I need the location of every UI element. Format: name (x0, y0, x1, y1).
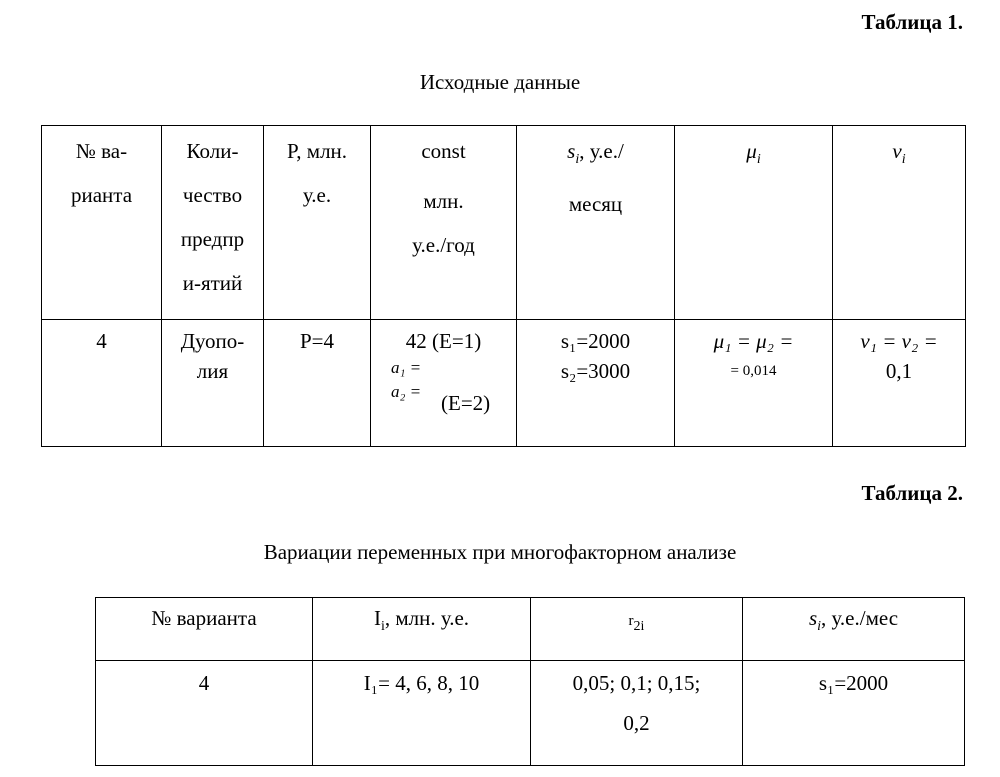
cell2-r: 0,05; 0,1; 0,15; 0,2 (531, 661, 743, 766)
cell2-I: I₁= 4, 6, 8, 10 (313, 661, 531, 766)
header2-variant: № варианта (96, 598, 313, 661)
header-s: $s_i$, у.е./ месяц (517, 126, 675, 320)
table1-caption: Исходные данные (419, 70, 581, 94)
table2-data-row (96, 661, 965, 766)
header-nu: $\nu_i$ (833, 126, 966, 320)
cell-variant: 4 (42, 320, 162, 447)
cell-s: s₁=2000 s₂=3000 (517, 320, 675, 447)
header-variant: № ва- рианта (42, 126, 162, 320)
header2-s: $s_i$, у.е./мес (743, 598, 965, 661)
table2-header-row (96, 598, 965, 661)
header2-I: $I_i$, млн. у.е. (313, 598, 531, 661)
cell-mu: μ₁ = μ₂ = = 0,014 (675, 320, 833, 447)
table1-header-row (42, 126, 966, 320)
table2-label: Таблица 2. (861, 481, 963, 505)
table2 (95, 597, 965, 766)
table1 (41, 125, 966, 447)
cell-nu: ν₁ = ν₂ = 0,1 (833, 320, 966, 447)
cell2-s: s₁=2000 (743, 661, 965, 766)
table1-data-row (42, 320, 966, 447)
cell-firms: Дуопо- лия (162, 320, 264, 447)
cell2-variant: 4 (96, 661, 313, 766)
header-const: const млн. у.е./год (371, 126, 517, 320)
cell-const: 42 (E=1) a₁ = a₂ = (E=2) (371, 320, 517, 447)
cell-price: P=4 (264, 320, 371, 447)
header-firms: Коли- чество предпр и-ятий (162, 126, 264, 320)
header-price: P, млн. у.е. (264, 126, 371, 320)
header2-r: $r_{2i}$ (531, 598, 743, 661)
table2-caption: Вариации переменных при многофакторном анализе (263, 540, 737, 564)
header-mu: $\mu_i$ (675, 126, 833, 320)
table1-label: Таблица 1. (861, 10, 963, 34)
